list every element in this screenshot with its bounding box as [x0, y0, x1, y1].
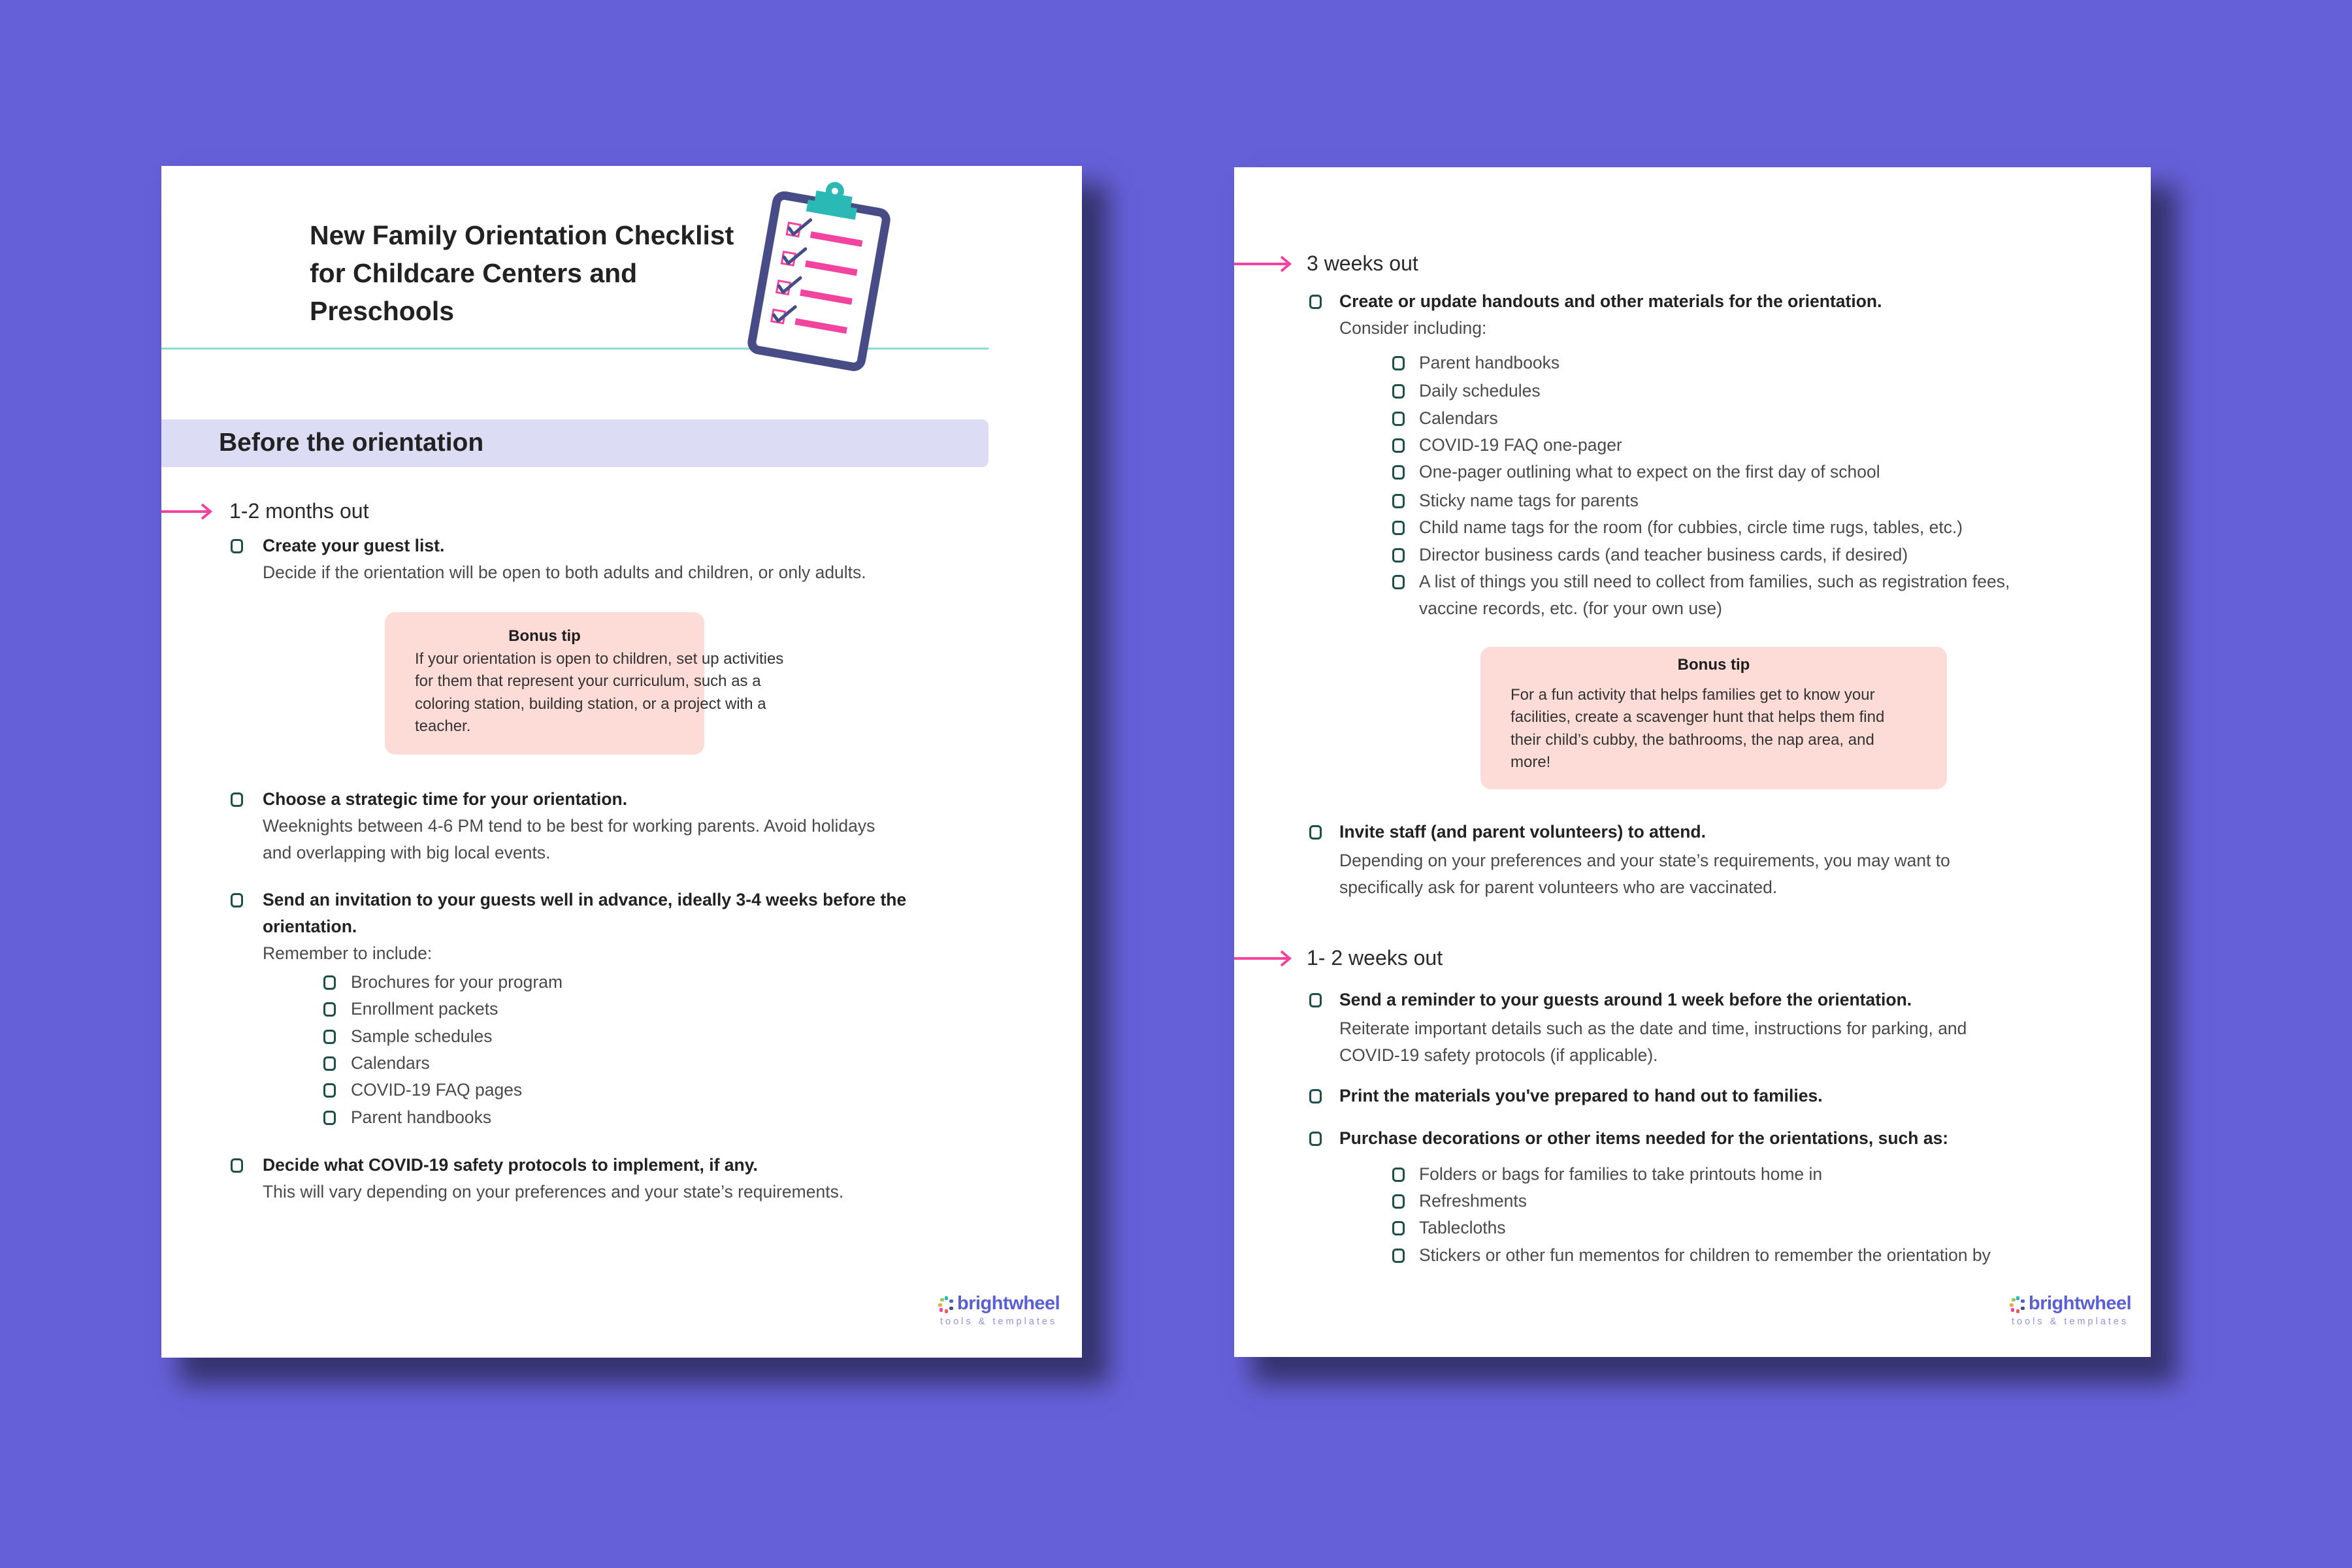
checkbox-strategic-time[interactable] [231, 792, 243, 807]
item-description: Depending on your preferences and your state’s requirements, you may want to [1339, 851, 1950, 870]
clipboard-checklist-icon [740, 178, 896, 374]
logo-tagline: tools & templates [940, 1316, 1058, 1327]
subitem-label: Calendars [1419, 408, 1498, 428]
title-line-1: New Family Orientation Checklist [310, 220, 734, 250]
subitem-label: A list of things you still need to collect from families, such as registration fees, [1419, 572, 2010, 591]
checkbox-refreshments[interactable] [1392, 1194, 1405, 1209]
subitem-label: COVID-19 FAQ pages [351, 1080, 523, 1100]
bonus-tip-line: teacher. [415, 717, 471, 735]
checkbox-covid-faq-pages[interactable] [323, 1083, 336, 1098]
checkbox-covid-faq-one-pager[interactable] [1392, 438, 1405, 453]
brightwheel-wheel-icon [938, 1296, 955, 1314]
subitem-label-continued: vaccine records, etc. (for your own use) [1419, 598, 1722, 618]
title-line-2: for Childcare Centers and [310, 258, 638, 288]
subitem-label: Refreshments [1419, 1191, 1527, 1211]
document-title [310, 216, 767, 330]
checkbox-covid-protocols[interactable] [231, 1158, 243, 1173]
arrow-right-icon [1234, 949, 1292, 968]
timeframe-3-weeks: 3 weeks out [1307, 252, 1418, 275]
subitem-label: Parent handbooks [1419, 353, 1560, 372]
subitem-label: Child name tags for the room (for cubbies, circle time rugs, tables, etc.) [1419, 517, 1963, 537]
subitem-label: COVID-19 FAQ one-pager [1419, 435, 1622, 455]
checkbox-daily-schedules[interactable] [1392, 384, 1405, 399]
item-description: Reiterate important details such as the date and time, instructions for parking, and [1339, 1019, 1967, 1038]
checklist-page-1 [161, 166, 1082, 1358]
bonus-tip-line: more! [1511, 753, 1551, 771]
subitem-label: Daily schedules [1419, 381, 1541, 400]
item-title: Create or update handouts and other materials for the orientation. [1339, 291, 1882, 311]
checkbox-tablecloths[interactable] [1392, 1221, 1405, 1235]
logo-wordmark: brightwheel [957, 1293, 1060, 1314]
checkbox-create-handouts[interactable] [1309, 295, 1322, 309]
checkbox-child-name-tags[interactable] [1392, 521, 1405, 535]
checkbox-sticky-name-tags[interactable] [1392, 494, 1405, 508]
checkbox-print-materials[interactable] [1309, 1089, 1322, 1103]
subitem-label: Director business cards (and teacher business cards, if desired) [1419, 545, 1908, 564]
title-line-3: Preschools [310, 296, 455, 326]
checkbox-stickers-mementos[interactable] [1392, 1249, 1405, 1263]
bonus-tip-line: If your orientation is open to children, set up activities [415, 650, 784, 668]
item-description: Remember to include: [263, 943, 433, 963]
timeframe-1-2-weeks: 1- 2 weeks out [1307, 946, 1443, 970]
checkbox-collect-list[interactable] [1392, 575, 1405, 589]
logo-tagline: tools & templates [2012, 1316, 2129, 1327]
subitem-label: Sticky name tags for parents [1419, 491, 1639, 510]
section-header-band [161, 419, 988, 467]
item-description: COVID-19 safety protocols (if applicable). [1339, 1045, 1658, 1065]
checkbox-folders-bags[interactable] [1392, 1168, 1405, 1182]
subitem-label: Brochures for your program [351, 972, 563, 992]
checkbox-send-invitation[interactable] [231, 893, 243, 907]
checkbox-parent-handbooks[interactable] [323, 1111, 336, 1125]
item-title: Purchase decorations or other items needed for the orientations, such as: [1339, 1128, 1949, 1148]
logo-wordmark: brightwheel [2029, 1293, 2132, 1314]
item-description: and overlapping with big local events. [263, 843, 551, 862]
bonus-tip-title: Bonus tip [508, 627, 581, 645]
checkbox-sample-schedules[interactable] [323, 1030, 336, 1044]
item-title: Decide what COVID-19 safety protocols to implement, if any. [263, 1155, 758, 1175]
checkbox-calendars[interactable] [323, 1056, 336, 1071]
item-description: Weeknights between 4-6 PM tend to be best for working parents. Avoid holidays [263, 816, 875, 836]
arrow-right-icon [161, 502, 212, 521]
item-description: Decide if the orientation will be open to both adults and children, or only adults. [263, 563, 866, 582]
bonus-tip-line: facilities, create a scavenger hunt that helps them find [1511, 708, 1885, 726]
item-title: Create your guest list. [263, 536, 445, 555]
checkbox-calendars[interactable] [1392, 412, 1405, 426]
checkbox-first-day-one-pager[interactable] [1392, 465, 1405, 480]
checkbox-enrollment-packets[interactable] [323, 1002, 336, 1017]
subitem-label: Sample schedules [351, 1026, 493, 1046]
checkbox-business-cards[interactable] [1392, 548, 1405, 563]
subitem-label: Stickers or other fun mementos for children to remember the orientation by [1419, 1245, 1991, 1265]
subitem-label: One-pager outlining what to expect on the first day of school [1419, 462, 1880, 482]
bonus-tip-line: coloring station, building station, or a project with a [415, 695, 766, 713]
bonus-tip-title: Bonus tip [1677, 656, 1750, 674]
section-header-before-orientation: Before the orientation [219, 429, 484, 457]
checkbox-parent-handbooks[interactable] [1392, 356, 1405, 370]
item-title: orientation. [263, 917, 357, 936]
checkbox-create-guest-list[interactable] [231, 539, 243, 553]
item-description: Consider including: [1339, 318, 1487, 338]
item-title: Send a reminder to your guests around 1 week before the orientation. [1339, 990, 1912, 1009]
checkbox-invite-staff[interactable] [1309, 825, 1322, 840]
subitem-label: Calendars [351, 1053, 430, 1073]
timeframe-1-2-months: 1-2 months out [229, 499, 369, 523]
item-description: specifically ask for parent volunteers who are vaccinated. [1339, 877, 1778, 897]
checkbox-send-reminder[interactable] [1309, 993, 1322, 1007]
bonus-tip-box [385, 612, 784, 755]
item-title: Print the materials you've prepared to hand out to families. [1339, 1086, 1823, 1105]
subitem-label: Tablecloths [1419, 1218, 1506, 1237]
bonus-tip-line: their child’s cubby, the bathrooms, the nap area, and [1511, 731, 1874, 749]
checkbox-purchase-decorations[interactable] [1309, 1132, 1322, 1146]
subitem-label: Folders or bags for families to take printouts home in [1419, 1164, 1823, 1184]
brightwheel-wheel-icon [2009, 1296, 2026, 1314]
item-title: Send an invitation to your guests well in advance, ideally 3-4 weeks before the [263, 890, 907, 909]
bonus-tip-line: for them that represent your curriculum, such as a [415, 672, 761, 690]
subitem-label: Enrollment packets [351, 999, 498, 1019]
bonus-tip-line: For a fun activity that helps families get to know your [1511, 686, 1875, 704]
subitem-label: Parent handbooks [351, 1107, 492, 1127]
item-title: Invite staff (and parent volunteers) to attend. [1339, 822, 1706, 841]
item-description: This will vary depending on your preferences and your state’s requirements. [263, 1182, 844, 1201]
item-title: Choose a strategic time for your orientation. [263, 789, 628, 809]
bonus-tip-box [1480, 647, 1947, 789]
checkbox-brochures[interactable] [323, 975, 336, 990]
arrow-right-icon [1234, 255, 1292, 273]
checklist-page-2 [1234, 167, 2151, 1357]
